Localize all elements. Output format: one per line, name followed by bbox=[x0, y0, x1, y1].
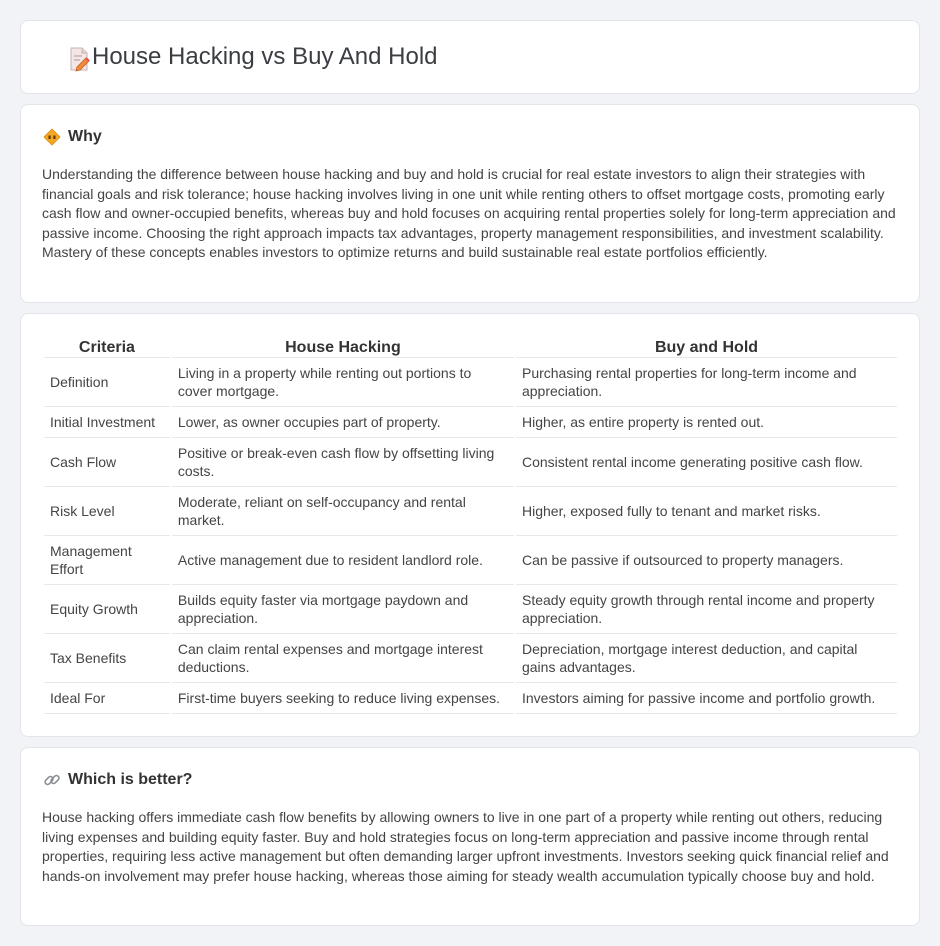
table-cell: Purchasing rental properties for long-term income and appreciation. bbox=[516, 358, 897, 407]
table-cell: Lower, as owner occupies part of property. bbox=[172, 407, 514, 438]
why-section bbox=[20, 104, 920, 303]
table-cell: Depreciation, mortgage interest deduction, and capital gains advantages. bbox=[516, 634, 897, 683]
table-row bbox=[44, 536, 897, 585]
table-row bbox=[44, 407, 897, 438]
table-cell: Risk Level bbox=[44, 487, 170, 536]
table-row bbox=[44, 634, 897, 683]
table-cell: Tax Benefits bbox=[44, 634, 170, 683]
table-cell: Ideal For bbox=[44, 683, 170, 714]
table-cell: Higher, exposed fully to tenant and market risks. bbox=[516, 487, 897, 536]
column-header-house-hacking: House Hacking bbox=[172, 334, 514, 358]
table-cell: Initial Investment bbox=[44, 407, 170, 438]
table-cell: Management Effort bbox=[44, 536, 170, 585]
why-text: Understanding the difference between house hacking and buy and hold is crucial for real estate investors to align their strategies with financial goals and risk tolerance; house hacking involves living in one unit while renting others to offset mortgage costs, promoting early cash flow and owner-occupied benefits, whereas buy and hold focuses on acquiring rental properties solely for long-term appreciation and passive income. Choosing the right approach impacts tax advantages, property management responsibilities, and investment scalability. Mastery of these concepts enables investors to optimize returns and build sustainable real estate portfolios efficiently. bbox=[42, 166, 896, 261]
table-cell: Can be passive if outsourced to property managers. bbox=[516, 536, 897, 585]
table-cell: Investors aiming for passive income and portfolio growth. bbox=[516, 683, 897, 714]
table-cell: Cash Flow bbox=[44, 438, 170, 487]
table-row bbox=[44, 487, 897, 536]
table-cell: Higher, as entire property is rented out. bbox=[516, 407, 897, 438]
table-cell: Positive or break-even cash flow by offsetting living costs. bbox=[172, 438, 514, 487]
header-card bbox=[20, 20, 920, 94]
table-cell: Equity Growth bbox=[44, 585, 170, 634]
table-row bbox=[44, 438, 897, 487]
table-cell: Can claim rental expenses and mortgage interest deductions. bbox=[172, 634, 514, 683]
comparison-table bbox=[42, 334, 899, 714]
table-cell: Moderate, reliant on self-occupancy and rental market. bbox=[172, 487, 514, 536]
document-edit-icon bbox=[65, 45, 93, 73]
table-cell: Living in a property while renting out portions to cover mortgage. bbox=[172, 358, 514, 407]
link-icon bbox=[42, 770, 62, 790]
why-title: Why bbox=[68, 128, 102, 145]
table-cell: Builds equity faster via mortgage paydown and appreciation. bbox=[172, 585, 514, 634]
diamond-warning-icon bbox=[42, 127, 62, 147]
table-row bbox=[44, 358, 897, 407]
table-cell: Definition bbox=[44, 358, 170, 407]
which-is-better-title: Which is better? bbox=[68, 771, 193, 788]
page-title: House Hacking vs Buy And Hold bbox=[92, 43, 438, 70]
column-header-criteria: Criteria bbox=[44, 334, 170, 358]
which-is-better-text: House hacking offers immediate cash flow benefits by allowing owners to live in one part of a property while renting out others, reducing living expenses and building equity faster. Buy and hold strategies focus on long-term appreciation and passive income through rental properties, requiring less active management but often demanding larger upfront investments. Investors seeking quick financial relief and hands-on involvement may prefer house hacking, whereas those aiming for steady wealth accumulation typically choose buy and hold. bbox=[42, 809, 889, 884]
which-is-better-section bbox=[20, 747, 920, 926]
table-cell: Active management due to resident landlord role. bbox=[172, 536, 514, 585]
table-cell: Consistent rental income generating positive cash flow. bbox=[516, 438, 897, 487]
comparison-card bbox=[20, 313, 920, 737]
table-cell: First-time buyers seeking to reduce living expenses. bbox=[172, 683, 514, 714]
column-header-buy-and-hold: Buy and Hold bbox=[516, 334, 897, 358]
table-row bbox=[44, 683, 897, 714]
table-row bbox=[44, 585, 897, 634]
table-cell: Steady equity growth through rental income and property appreciation. bbox=[516, 585, 897, 634]
